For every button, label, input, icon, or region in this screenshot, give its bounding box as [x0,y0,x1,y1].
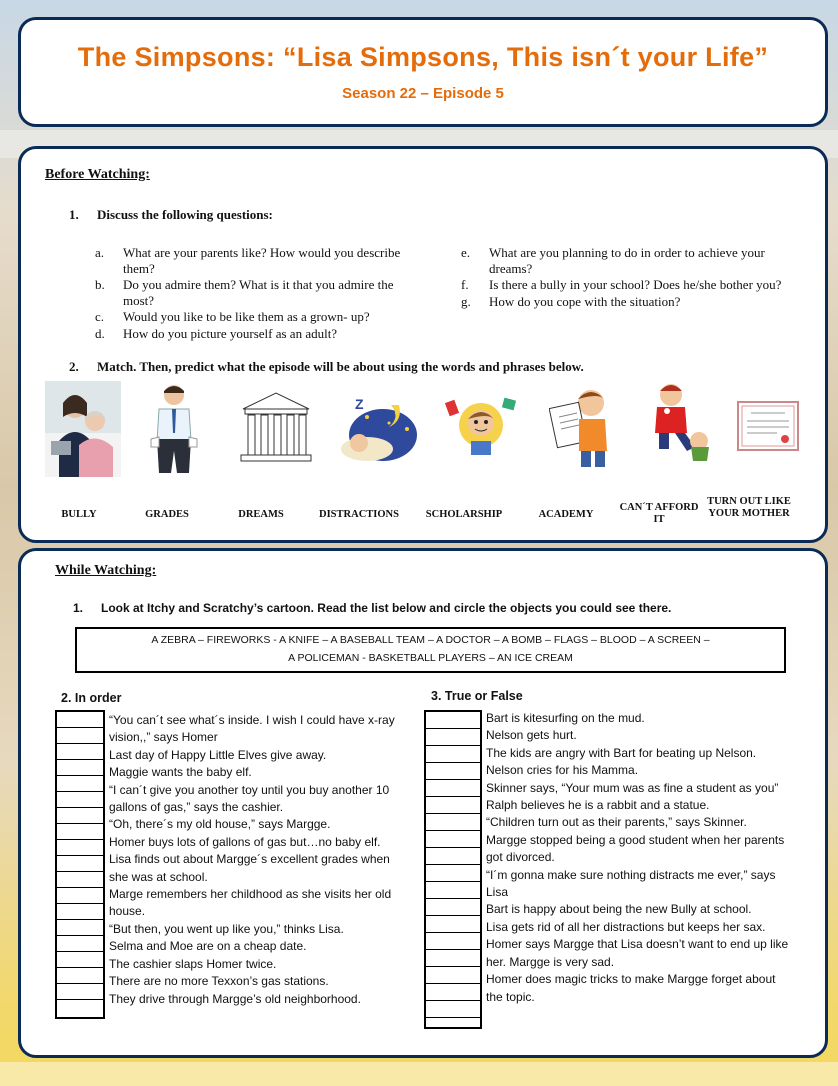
statement-item: “Oh, there´s my old house,” says Margge. [109,817,331,832]
option-text: Would you like to be like them as a grown- up? [123,309,370,324]
option-text: Do you admire them? What is it that you admire the most? [123,277,394,308]
option-text: Is there a bully in your school? Does he/she bother you? [489,277,782,292]
objects-list-box [75,627,786,673]
worksheet-subtitle: Season 22 – Episode 5 [342,85,504,102]
before-watching-panel [18,146,828,543]
itchy-scratchy-question [73,601,671,615]
statement-item: “I can´t give you another toy until you buy another 10 gallons of gas,” says the cashier. [109,782,390,815]
statement-item: Marge remembers her childhood as she visits her old house. [109,887,392,919]
question-option [95,326,425,342]
mother-daughter-photo [45,381,121,477]
answer-cell[interactable] [57,968,103,984]
report-card-boy-icon [549,385,619,469]
true-false-answer-boxes[interactable] [424,710,482,1029]
option-text: What are you planning to do in order to achieve your dreams? [489,245,765,276]
answer-cell[interactable] [426,1001,480,1018]
question-option [461,294,806,310]
certificate-icon [737,401,799,451]
answer-cell[interactable] [426,865,480,882]
statement-item: They drive through Margge’s old neighborhood. [109,991,361,1006]
statement-item: Ralph believes he is a rabbit and a statue. [486,798,710,813]
header-panel [18,17,828,127]
objects-list-line: A POLICEMAN - BASKETBALL PLAYERS – AN ICE CREAM [288,652,573,664]
statement-item: Homer says Margge that Lisa doesn’t want to end up like her. Margge is very sad. [486,937,789,969]
answer-cell[interactable] [426,899,480,916]
answer-cell[interactable] [426,763,480,780]
answer-cell[interactable] [426,831,480,848]
option-text: How do you picture yourself as an adult? [123,325,338,341]
background-stripe [0,1062,838,1086]
answer-cell[interactable] [426,780,480,797]
word-distractions: DISTRACTIONS [319,509,399,520]
answer-cell[interactable] [57,808,103,824]
before-watching-heading: Before Watching: [45,167,150,182]
statement-item: Maggie wants the baby elf. [109,765,252,780]
answer-cell[interactable] [57,840,103,856]
statement-item: Lisa finds out about Margge´s excellent grades when she was at school. [109,852,390,884]
question-text: Look at Itchy and Scratchy’s cartoon. Read the list below and circle the objects you could see there. [101,601,672,615]
man-empty-pockets-icon [145,381,203,473]
answer-cell[interactable] [57,792,103,808]
statement-item: “You can´t see what´s inside. I wish I could have x-ray vision,,” says Homer [109,713,395,745]
answer-cell[interactable] [426,967,480,984]
question-text: Match. Then, predict what the episode will be about using the words and phrases below. [97,359,584,374]
option-letter: d. [95,325,105,341]
order-answer-boxes[interactable] [55,710,105,1019]
statement-item: Homer does magic tricks to make Margge forget about the topic. [486,972,776,1004]
statement-item: Selma and Moe are on a cheap date. [109,939,307,954]
statement-item: The cashier slaps Homer twice. [109,956,277,971]
word-grades: GRADES [145,509,189,520]
question-text: Discuss the following questions: [97,207,273,222]
true-false-statements [486,710,791,1006]
option-text: What are your parents like? How would you describe them? [123,245,401,276]
word-cant-afford-it: CAN´T AFFORD IT [619,502,699,525]
option-letter: f. [461,277,469,292]
answer-cell[interactable] [57,872,103,888]
statement-item: Nelson gets hurt. [486,728,577,743]
statement-item: Homer buys lots of gallons of gas but…no baby elf. [109,834,381,849]
statement-item: Last day of Happy Little Elves give away. [109,747,327,762]
option-letter: e. [461,245,471,260]
in-order-title: 2. In order [61,691,122,705]
option-letter: a. [95,245,105,260]
answer-cell[interactable] [426,933,480,950]
question-option [461,245,806,276]
objects-list-line: A ZEBRA – FIREWORKS - A KNIFE – A BASEBALL TEAM – A DOCTOR – A BOMB – FLAGS – BLOOD – A SCREEN – [151,634,710,646]
statement-item: “But then, you went up like you,” thinks Lisa. [109,921,344,936]
question-number: 2. [69,359,79,374]
answer-cell[interactable] [426,882,480,899]
answer-cell[interactable] [57,920,103,936]
statement-item: Margge stopped being a good student when her parents got divorced. [486,832,785,865]
statement-item: Lisa gets rid of all her distractions but keeps her sax. [486,919,766,934]
answer-cell[interactable] [57,888,103,904]
while-watching-panel [18,548,828,1058]
answer-cell[interactable] [426,916,480,933]
worksheet-title: The Simpsons: “Lisa Simpsons, This isn´t your Life” [77,42,769,72]
greek-building-icon [239,391,313,465]
answer-cell[interactable] [426,712,480,729]
answer-cell[interactable] [57,776,103,792]
statement-item: “Children turn out as their parents,” says Skinner. [486,815,747,830]
answer-cell[interactable] [426,746,480,763]
statement-item: Bart is kitesurfing on the mud. [486,711,645,725]
answer-cell[interactable] [57,824,103,840]
word-academy: ACADEMY [538,509,594,520]
answer-cell[interactable] [57,744,103,760]
answer-cell[interactable] [426,797,480,814]
answer-cell[interactable] [57,936,103,952]
bully-kicking-icon [647,381,713,465]
answer-cell[interactable] [426,848,480,865]
true-false-title: 3. True or False [431,689,523,703]
answer-cell[interactable] [57,728,103,744]
distracted-boy-icon [441,393,521,461]
answer-cell[interactable] [57,904,103,920]
word-bully: BULLY [61,509,97,520]
answer-cell[interactable] [57,760,103,776]
answer-cell[interactable] [426,814,480,831]
answer-cell[interactable] [57,984,103,1000]
option-letter: g. [461,293,471,309]
question-1 [69,207,273,223]
statement-item: “I´m gonna make sure nothing distracts me ever,” says Lisa [486,867,776,900]
word-dreams: DREAMS [238,509,284,520]
questions-right-column [461,245,806,310]
sleeping-child-icon [337,395,419,465]
picture-row [45,381,805,481]
questions-left-column [95,245,425,342]
statement-item: Nelson cries for his Mamma. [486,763,639,778]
statement-item: There are no more Texxon’s gas stations. [109,974,329,989]
option-letter: b. [95,277,105,292]
answer-cell[interactable] [426,984,480,1001]
statement-item: Skinner says, “Your mum was as fine a student as you” [486,780,779,795]
question-number: 1. [69,207,79,222]
answer-cell[interactable] [426,950,480,967]
statement-item: Bart is happy about being the new Bully at school. [486,902,752,917]
option-text: How do you cope with the situation? [489,293,681,309]
while-watching-heading: While Watching: [55,563,157,578]
svg-text:Z: Z [355,396,364,412]
option-letter: c. [95,309,105,324]
question-2 [69,359,584,375]
order-statements [109,712,399,1008]
question-option [95,277,425,308]
answer-cell[interactable] [426,729,480,746]
question-option [95,309,425,325]
word-turn-out-like-your-mother: TURN OUT LIKE YOUR MOTHER [707,496,791,519]
word-scholarship: SCHOLARSHIP [425,509,503,520]
question-option [95,245,425,276]
answer-cell[interactable] [57,952,103,968]
question-number: 1. [73,601,84,615]
answer-cell[interactable] [57,712,103,728]
question-option [461,277,806,293]
statement-item: The kids are angry with Bart for beating up Nelson. [486,745,757,760]
answer-cell[interactable] [57,856,103,872]
